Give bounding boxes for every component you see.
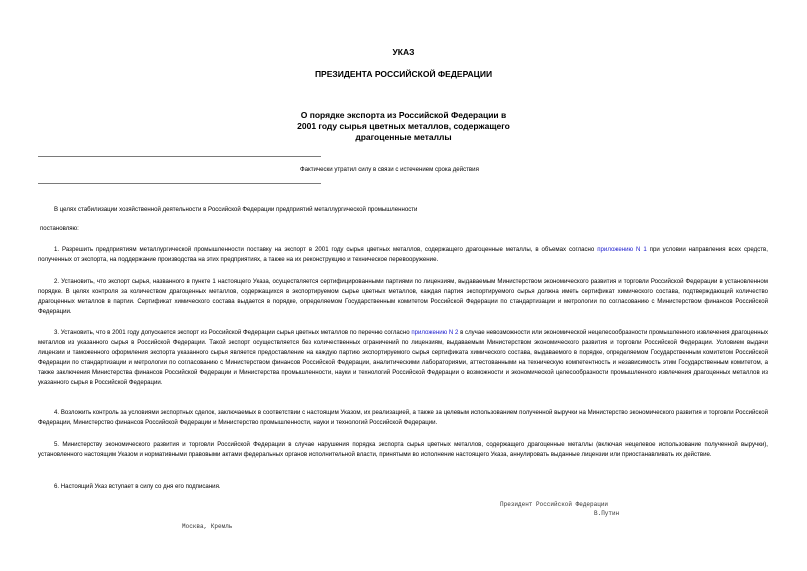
issuer-heading: ПРЕЗИДЕНТА РОССИЙСКОЙ ФЕДЕРАЦИИ <box>314 69 493 79</box>
doc-title-line-2: 2001 году сырья цветных металлов, содержащего <box>297 121 510 131</box>
status-note: Фактически утратил силу в связи с истечением срока действия <box>300 166 479 173</box>
preamble: В целях стабилизации хозяйственной деятельности в Российской Федерации предприятий металлургической промышленности <box>54 206 418 213</box>
paragraph-3-text-a: 3. Установить, что в 2001 году допускается экспорт из Российской Федерации сырья цветных металлов по перечню согласно <box>54 329 412 336</box>
paragraph-2: 2. Установить, что экспорт сырья, названного в пункте 1 настоящего Указа, осуществляется сертифицированными партиями по лицензиям, выдаваемым Министерством экономического развития и торговли Российской Федерации в установленном порядке. В целях контроля за количеством драгоценных металлов, содержащихся в экспортируемом сырье цветных металлов, каждая партия экспортируемого сырья должна иметь сертификат химического состава, подтверждающий количество драгоценных металлов в партии. Сертификат химического состава выдается в порядке, определяемом Государственным комитетом Российской Федерации по стандартизации и метрологии по согласованию с Министерством финансов Российской Федерации. <box>38 278 768 315</box>
paragraph-3-text-b: в случае невозможности или экономической нецелесообразности промышленного извлечения драгоценных металлов из указанного сырья в Российской Федерации. Такой экспорт осуществляется без количественных ограничений по лицензиям, выдаваемым Министерством экономического развития и торговли Российской Федерации. Условием выдачи лицензии и таможенного оформления экспорта указанного сырья является предоставление на каждую партию экспортируемого сырья сертификата химического состава, выдаваемого в порядке, определяемом Государственным комитетом Российской Федерации по стандартизации и метрологии по согласованию с Министерством финансов Российской Федерации, аналитическими лабораториями, аттестованными на техническую компетентность и независимость этим Государственным комитетом, а также заключения Министерства финансов Российской Федерации и Министерства промышленности, науки и технологий Российской Федерации о возможности и экономической целесообразности промышленного извлечения драгоценных металлов из указанного сырья в Российской Федерации. <box>38 329 768 386</box>
signatory-name: В.Путин <box>594 510 620 517</box>
signing-place: Москва, Кремль <box>182 523 233 530</box>
paragraph-5: 5. Министерству экономического развития и торговли Российской Федерации в случае нарушения порядка экспорта сырья цветных металлов, содержащего драгоценные металлы (включая нецелевое использование полученной выручки), установленного настоящим Указом и нормативными правовыми актами федеральных органов исполнительной власти, принятыми во исполнение настоящего Указа, аннулировать выданные лицензии или приостанавливать их действие. <box>38 441 768 458</box>
paragraph-4: 4. Возложить контроль за условиями экспортных сделок, заключаемых в соответствии с настоящим Указом, их реализацией, а также за целевым использованием полученной выручки на Министерство экономического развития и торговли Российской Федерации, Министерство финансов Российской Федерации и Министерство промышленности, науки и технологий Российской Федерации. <box>38 409 768 426</box>
paragraph-3 <box>38 328 768 388</box>
doc-type-heading: УКАЗ <box>392 47 415 57</box>
signatory-position: Президент Российской Федерации <box>500 501 609 508</box>
paragraph-1-text-b: при условии направления всех средств, полученных от экспорта, на поддержание производства на этих предприятиях, а также на их реконструкцию и техническое перевооружение. <box>38 246 768 263</box>
appendix-2-link[interactable]: приложению N 2 <box>411 329 459 336</box>
appendix-1-link[interactable]: приложению N 1 <box>597 246 647 253</box>
bottom-divider <box>38 183 321 184</box>
doc-title-line-3: драгоценные металлы <box>355 132 452 142</box>
paragraph-1 <box>38 245 768 265</box>
doc-title-line-1: О порядке экспорта из Российской Федерации в <box>300 110 507 120</box>
paragraph-1-text-a: 1. Разрешить предприятиям металлургической промышленности поставку на экспорт в 2001 году сырья цветных металлов, содержащего драгоценные металлы, в объемах согласно <box>54 246 598 253</box>
paragraph-6: 6. Настоящий Указ вступает в силу со дня его подписания. <box>54 483 221 490</box>
top-divider <box>38 156 321 157</box>
decree-word: постановляю: <box>40 225 79 232</box>
